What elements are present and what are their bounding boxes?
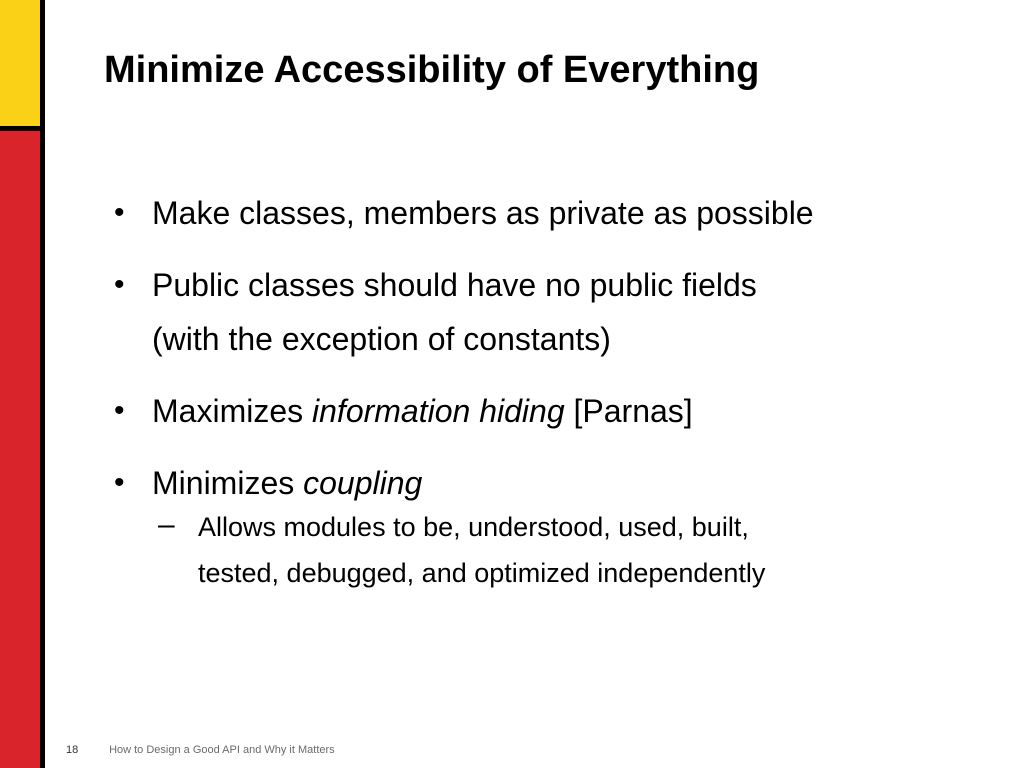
accent-bar-yellow — [0, 0, 40, 128]
bullet-emphasis: information hiding — [312, 393, 565, 429]
bullet-dot-icon: • — [114, 466, 125, 499]
footer-label: How to Design a Good API and Why it Matters — [109, 744, 335, 756]
bullet-text-prefix: Minimizes — [152, 465, 304, 501]
bullet-item — [112, 456, 1002, 510]
slide-title: Minimize Accessibility of Everything — [104, 49, 760, 91]
bullet-text-continued: (with the exception of constants) — [152, 321, 611, 357]
sub-bullet-dash-icon: – — [158, 508, 175, 541]
bullet-dot-icon: • — [114, 196, 125, 229]
accent-divider-vertical — [40, 0, 45, 768]
bullet-text: Make classes, members as private as possible — [152, 195, 814, 231]
bullet-text-prefix: Maximizes — [152, 393, 313, 429]
page-number: 18 — [66, 744, 79, 756]
bullet-text-suffix: [Parnas] — [564, 393, 693, 429]
bullet-item — [112, 186, 1002, 240]
bullet-emphasis: coupling — [303, 465, 423, 501]
bullet-list — [112, 186, 1002, 596]
sub-bullet-text: Allows modules to be, understood, used, built, — [198, 512, 749, 542]
bullet-dot-icon: • — [114, 268, 125, 301]
slide-footer — [66, 744, 335, 756]
bullet-dot-icon: • — [114, 394, 125, 427]
bullet-item — [112, 384, 1002, 438]
bullet-item — [112, 258, 1002, 366]
sub-bullet-item — [112, 504, 1002, 596]
sub-bullet-text-continued: tested, debugged, and optimized independently — [198, 558, 766, 588]
accent-bar-red — [0, 131, 40, 768]
bullet-text: Public classes should have no public fields — [152, 267, 757, 303]
